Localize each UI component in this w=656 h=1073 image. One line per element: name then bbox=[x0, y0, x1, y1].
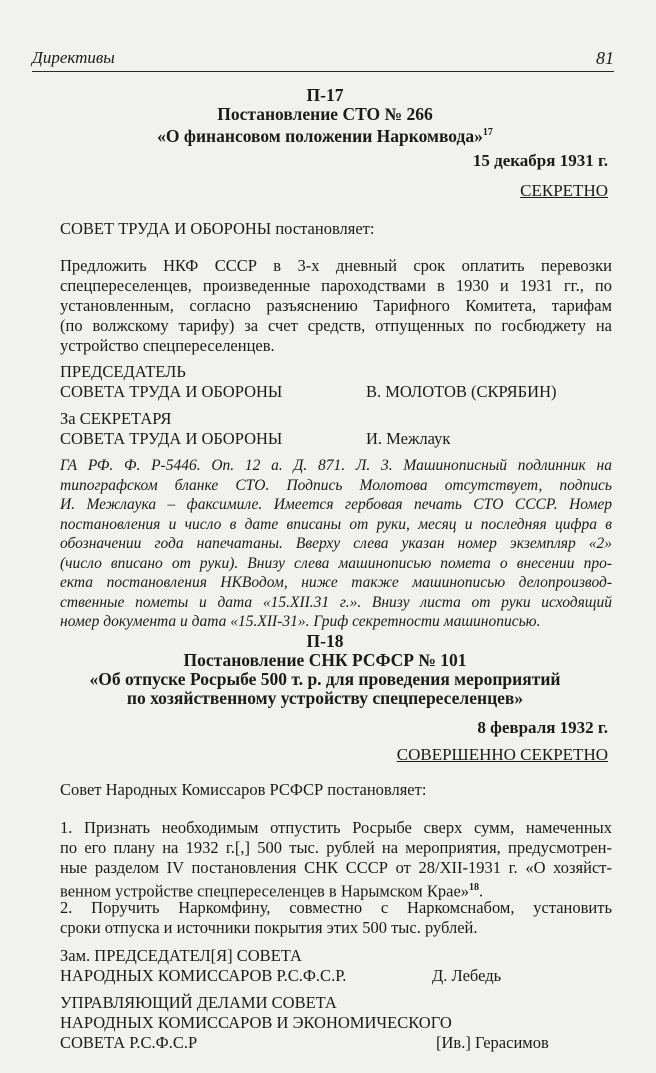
note-line: постановления и число в дате вписаны от руки, месяц и последняя цифра в bbox=[60, 515, 612, 533]
signature-name: Д. Лебедь bbox=[432, 966, 502, 985]
doc17-classification: СЕКРЕТНО bbox=[520, 181, 608, 200]
note-line: номер документа и дата «15.XII-31». Гриф секретности машинописью. bbox=[60, 613, 541, 630]
doc18-classification: СОВЕРШЕННО СЕКРЕТНО bbox=[396, 745, 608, 764]
doc18-item1 bbox=[60, 818, 612, 902]
note-line: ственные пометы и дата «15.XII.31 г.». Внизу листа от руки исходящий bbox=[60, 593, 612, 611]
signature-name: [Ив.] Герасимов bbox=[436, 1033, 549, 1052]
doc18-date: 8 февраля 1932 г. bbox=[477, 718, 608, 737]
doc18-title-line2: «Об отпуске Росрыбе 500 т. р. для проведения мероприятий bbox=[89, 669, 561, 689]
doc18-signature-deputy-chairman bbox=[60, 946, 612, 986]
item-line: 1. Признать необходимым отпустить Росрыбе сверх сумм, намеченных bbox=[60, 818, 612, 837]
signature-role: СОВЕТА ТРУДА И ОБОРОНЫ bbox=[60, 382, 283, 401]
item-line: сроки отпуска и источники покрытия этих 500 тыс. рублей. bbox=[60, 918, 478, 937]
note-line: (число вписано от руки). Внизу слева машинописью помета о внесении про- bbox=[60, 554, 612, 572]
signature-role: НАРОДНЫХ КОМИССАРОВ И ЭКОНОМИЧЕСКОГО bbox=[60, 1013, 452, 1032]
signature-role: Зам. ПРЕДСЕДАТЕЛ[Я] СОВЕТА bbox=[60, 946, 302, 965]
page-number: 81 bbox=[596, 48, 614, 68]
signature-role: ПРЕДСЕДАТЕЛЬ bbox=[60, 362, 186, 381]
body-line: устройство спецпереселенцев. bbox=[60, 336, 275, 355]
note-line: типографском бланке СТО. Подпись Молотова отсутствует, подпись bbox=[60, 476, 612, 494]
signature-role: За СЕКРЕТАРЯ bbox=[60, 409, 172, 428]
body-line: спецпереселенцев, произведенные пароходствами в 1930 и 1931 гг., по bbox=[60, 276, 612, 295]
signature-role: СОВЕТА ТРУДА И ОБОРОНЫ bbox=[60, 429, 283, 448]
item-line: венном устройстве спецпереселенцев в Нарымском Крае»$^{18}$. bbox=[60, 881, 484, 901]
section-title: Директивы bbox=[32, 48, 115, 67]
doc17-title-line2: «О финансовом положении Наркомвода»$^{17}$ bbox=[157, 125, 493, 146]
signature-name: И. Межлаук bbox=[366, 429, 451, 448]
note-line: екта постановления НКВодом, ниже также машинописью делопроизвод- bbox=[60, 574, 612, 591]
signature-role: УПРАВЛЯЮЩИЙ ДЕЛАМИ СОВЕТА bbox=[60, 993, 337, 1012]
doc18-footnote-ref: 18 bbox=[469, 882, 480, 893]
doc17-footnote-ref: 17 bbox=[482, 127, 493, 138]
body-line: (по волжскому тарифу) за счет средств, отпущенных по госбюджету на bbox=[60, 316, 612, 335]
doc17-number: П-17 bbox=[306, 85, 344, 105]
doc17-signature-chairman bbox=[60, 362, 612, 402]
doc18-preamble: Совет Народных Комиссаров РСФСР постановляет: bbox=[60, 780, 427, 799]
doc18-title-line3: по хозяйственному устройству спецпереселенцев» bbox=[126, 688, 524, 708]
body-line: Предложить НКФ СССР в 3-х дневный срок оплатить перевозки bbox=[60, 256, 612, 275]
doc18-number: П-18 bbox=[306, 631, 344, 651]
signature-role: СОВЕТА Р.С.Ф.С.Р bbox=[60, 1033, 198, 1052]
note-line: обозначении года напечатаны. Вверху слева указан номер экземпляр «2» bbox=[60, 535, 612, 552]
doc17-title-line1: Постановление СТО № 266 bbox=[217, 104, 433, 124]
header-divider bbox=[32, 71, 614, 72]
item-line: ные разделом IV постановления СНК СССР от 28/XII-1931 г. «О хозяйст- bbox=[60, 858, 612, 877]
item-line: по его плану на 1932 г.[,] 500 тыс. рублей на мероприятия, предусмотрен- bbox=[60, 838, 612, 857]
note-line: И. Межлаука – факсимиле. Имеется гербовая печать СТО СССР. Номер bbox=[60, 496, 612, 513]
doc17-preamble: СОВЕТ ТРУДА И ОБОРОНЫ постановляет: bbox=[60, 219, 375, 238]
doc18-title-line1: Постановление СНК РСФСР № 101 bbox=[183, 650, 467, 670]
signature-name: В. МОЛОТОВ (СКРЯБИН) bbox=[366, 382, 557, 401]
doc17-archival-note bbox=[60, 456, 612, 632]
running-head bbox=[32, 48, 614, 70]
doc17-signature-secretary bbox=[60, 409, 612, 449]
doc18-item2 bbox=[60, 898, 612, 938]
doc18-signature-business-manager bbox=[60, 993, 612, 1053]
note-line: ГА РФ. Ф. Р-5446. Оп. 12 а. Д. 871. Л. 3. Машинописный подлинник на bbox=[60, 457, 612, 474]
body-line: установленным, согласно разъяснению Тарифного Комитета, тарифам bbox=[60, 296, 612, 315]
doc17-date: 15 декабря 1931 г. bbox=[472, 151, 608, 170]
signature-role: НАРОДНЫХ КОМИССАРОВ Р.С.Ф.С.Р. bbox=[60, 966, 347, 985]
item-line: 2. Поручить Наркомфину, совместно с Наркомснабом, установить bbox=[60, 898, 612, 917]
doc17-body bbox=[60, 256, 612, 356]
